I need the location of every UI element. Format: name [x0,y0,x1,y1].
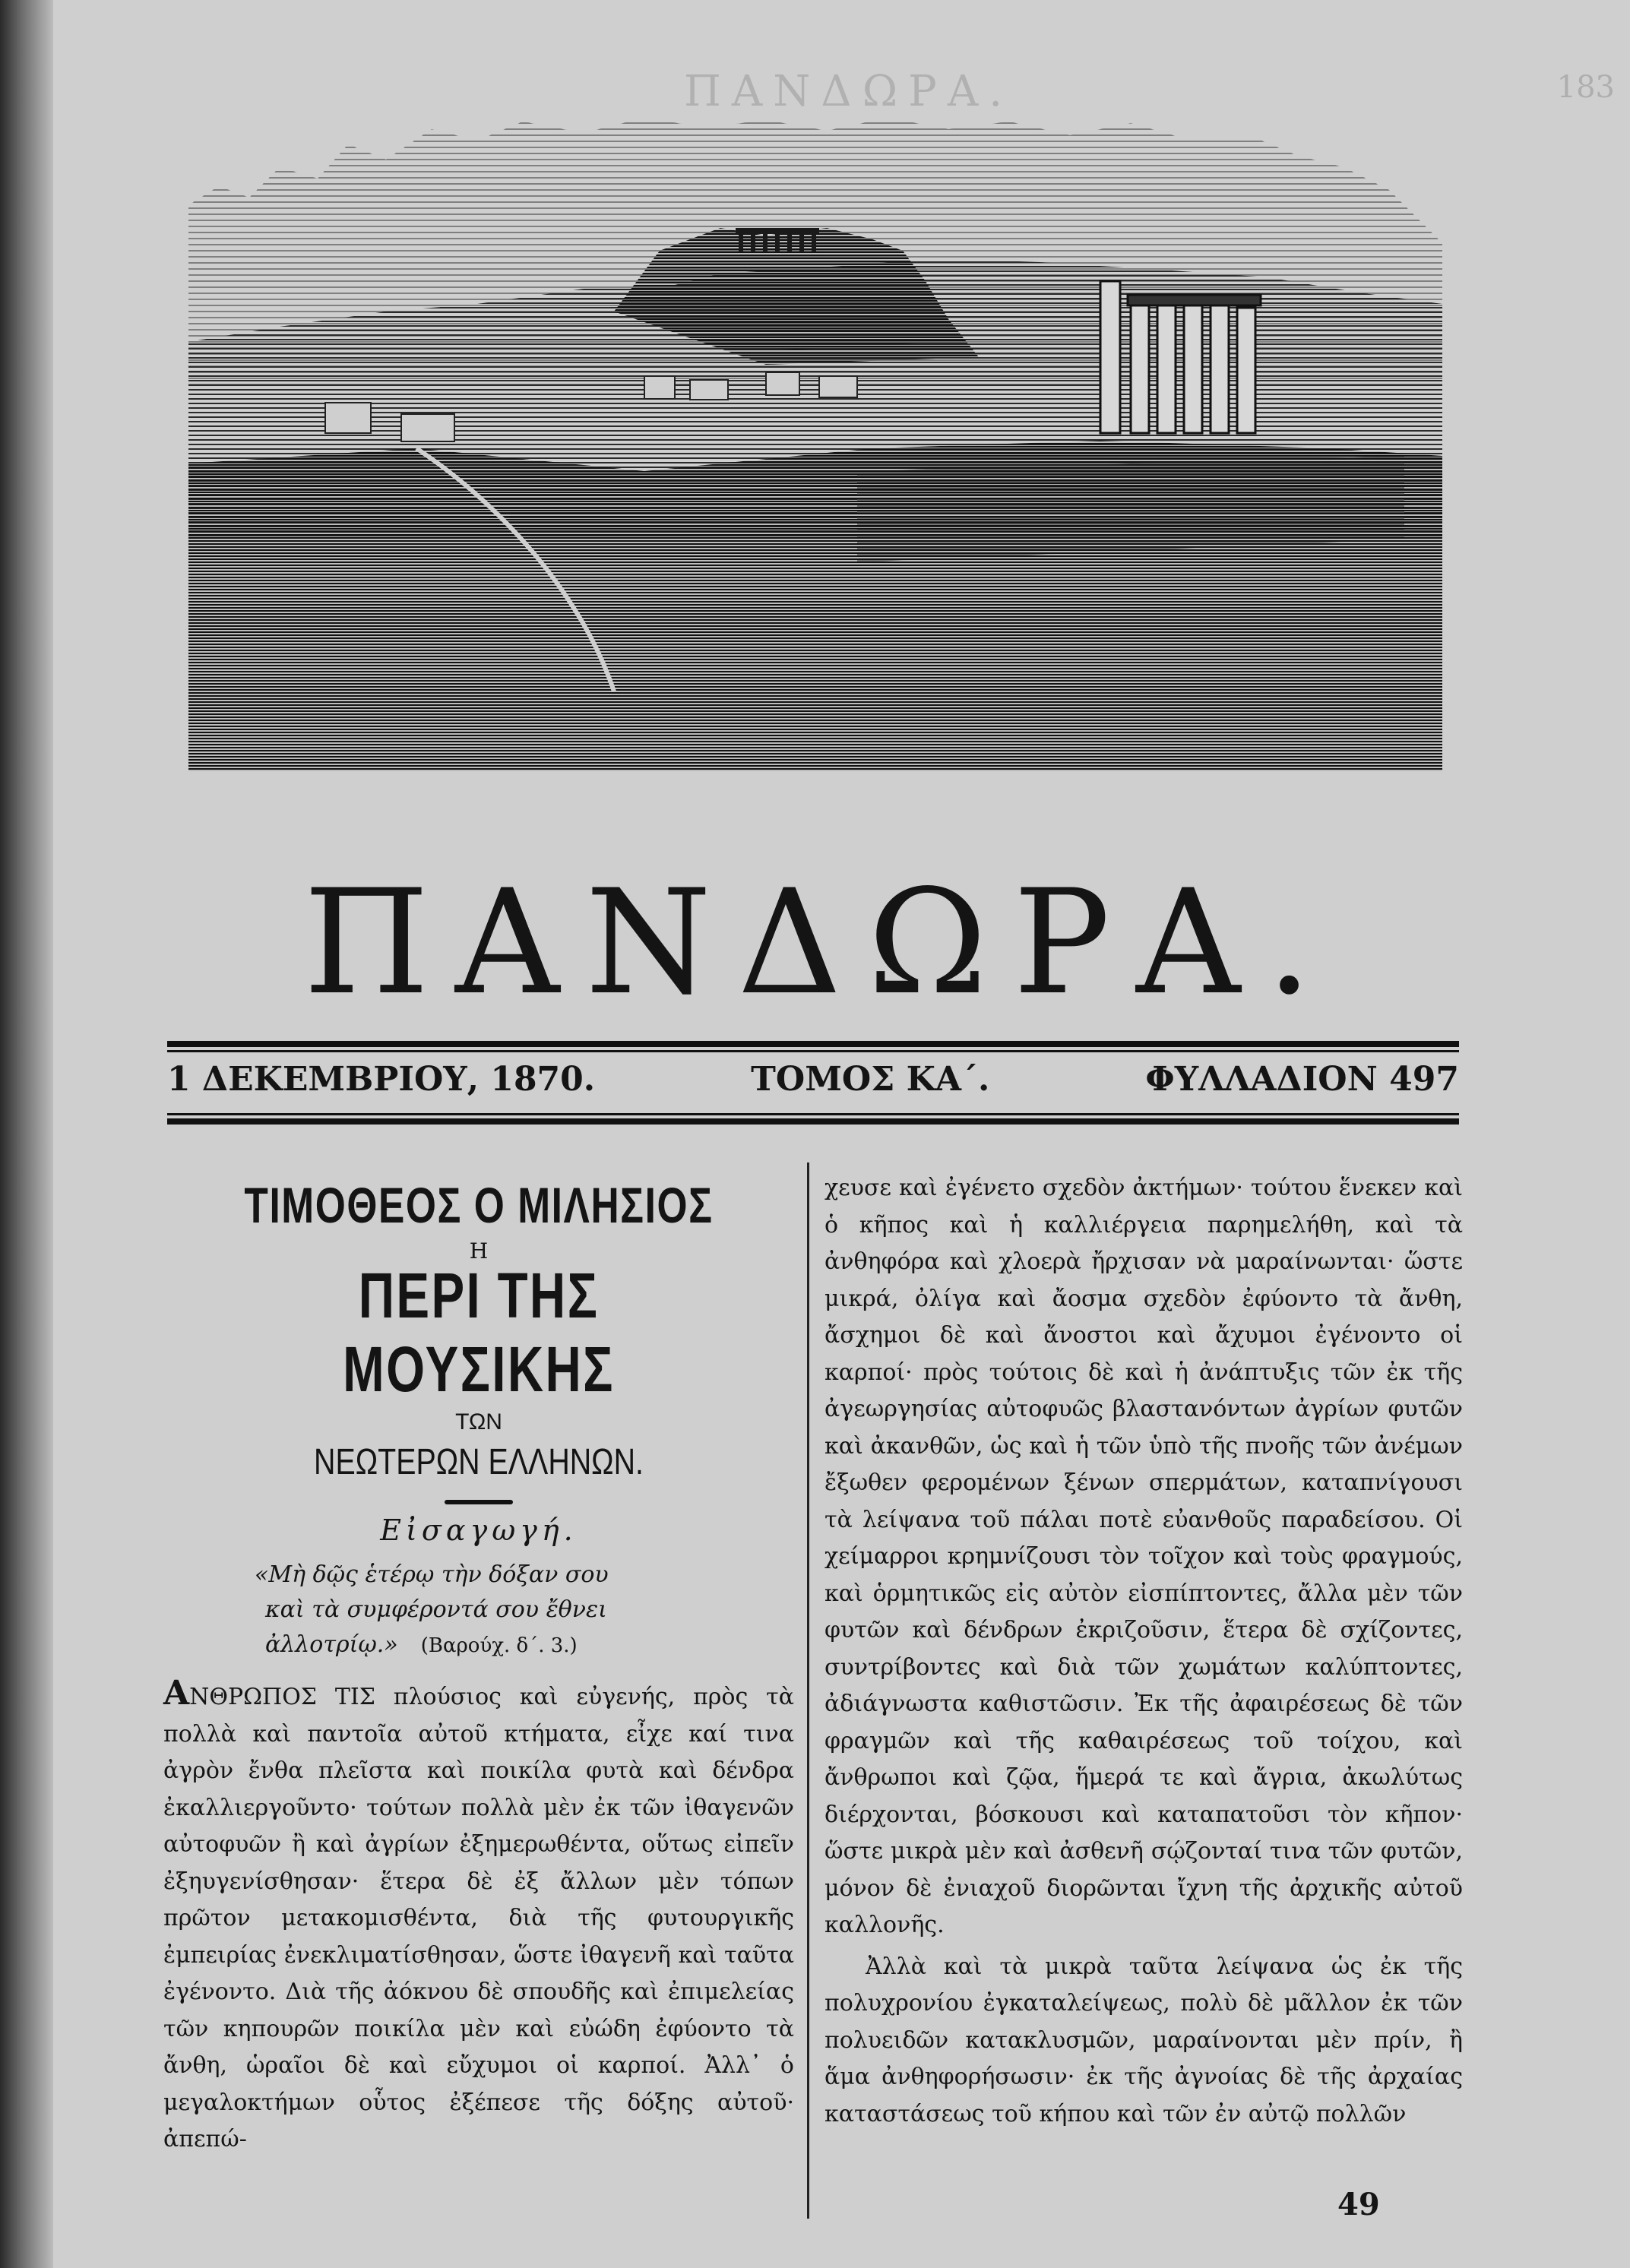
top-rule [167,1041,1459,1047]
column-divider [807,1162,809,2219]
issue-fascicle: ΦΥΛΛΑΔΙΟΝ 497 [1145,1059,1459,1099]
bleed-through-page-number: 183 [1556,70,1615,105]
left-column [163,1170,794,2159]
right-body [824,1170,1463,2133]
top-rule-thin [167,1050,1459,1052]
article-title-line3: ΝΕΩΤΕΡΩΝ ΕΛΛΗΝΩΝ. [314,1442,644,1482]
article-title-line2: ΠΕΡΙ ΤΗΣ ΜΟΥΣΙΚΗΣ [343,1260,615,1405]
right-paragraph-1: χευσε καὶ ἐγένετο σχεδὸν ἀκτήμων· τούτου ἕνεκεν καὶ ὁ κῆπος καὶ ἡ καλλιέργεια παρημελήθη, καὶ τὰ ἀνθηφόρα καὶ χλοερὰ ἤρχισαν νὰ μαραίνωνται· ὥστε μικρά, ὀλίγα καὶ ἄοσμα σχεδὸν ἐφύοντο τὰ ἄνθη, ἄσχημοι δὲ καὶ ἄνοστοι καὶ ἄχυμοι ἐγένοντο οἱ καρποί· πρὸς τούτοις δὲ καὶ ἡ ἀνάπτυξις τῶν ἐκ τῆς ἀγεωργησίας αὐτοφυῶς βλαστανόντων ἀγρίων φυτῶν καὶ ἀκανθῶν, ὡς καὶ ἡ τῶν ὑπὸ τῆς πνοῆς τῶν ἀνέμων ἔξωθεν φερομένων ξένων σπερμάτων, καταπνίγουσι τὰ λείψανα τοῦ πάλαι ποτὲ εὐανθοῦς παραδείσου. Οἱ χείμαρροι κρημνίζουσι τὸν τοῖχον καὶ τοὺς φραγμούς, καὶ ὁρμητικῶς εἰς αὐτὸν εἰσπίπτοντες, ἄλλα μὲν τῶν φυτῶν καὶ δένδρων ἐκριζοῦσιν, ἕτερα δὲ σχίζοντες, συντρίβοντες καὶ διὰ τῶν χωμάτων καλύπτοντες, ἀδιάγνωστα καθιστῶσιν. Ἐκ τῆς ἀφαιρέσεως δὲ τῶν φραγμῶν καὶ τῆς καθαιρέσεως τοῦ τοίχου, καὶ ἄνθρωποι καὶ ζῷα, ἥμερά τε καὶ ἄγρια, ἀκωλύτως διέρχονται, βόσκουσι καὶ καταπατοῦσι τὸν κῆπον· ὥστε μικρὰ μὲν καὶ ἀσθενῆ σῴζονταί τινα τῶν φυτῶν, μόνον δὲ ἐνιαχοῦ διορῶνται ἴχνη τῆς ἀρχικῆς αὐτοῦ καλλονῆς. [824,1175,1463,1938]
acropolis-engraving [188,114,1442,771]
right-column [824,1170,1463,2133]
book-spine [0,0,53,2268]
bottom-rule [167,1118,1459,1125]
issue-date: 1 ΔΕΚΕΜΒΡΙΟΥ, 1870. [167,1059,596,1099]
epigraph [163,1558,794,1663]
drop-cap: Α [163,1674,190,1713]
right-paragraph-2: Ἀλλὰ καὶ τὰ μικρὰ ταῦτα λείψανα ὡς ἐκ τῆς πολυχρονίου ἐγκαταλείψεως, πολὺ δὲ μᾶλλον ἐκ τῶν πολυειδῶν κατακλυσμῶν, μαραίνονται μὲν πρίν, ἢ ἅμα ἀνθηφορήσωσιν· ἐκ τῆς ἀγνοίας δὲ τῆς ἀρχαίας καταστάσεως τοῦ κήπου καὶ τῶν ἐν αὐτῷ πολλῶν [824,1953,1463,2127]
section-heading: Εἰσαγωγή. [380,1514,578,1547]
article-title-ton: ΤΩΝ [455,1409,502,1435]
engraving-illustration [188,114,1442,771]
masthead-title: ΠΑΝΔΩΡΑ. [303,859,1338,1026]
issue-line [167,1056,1459,1102]
article-title-conjunction: Η [469,1238,489,1264]
epigraph-line1: «Μὴ δῷς ἑτέρῳ τὴν δόξαν σου [255,1561,609,1588]
epigraph-line3: ἀλλοτρίῳ.» [265,1631,398,1658]
article-title-line1: ΤΙΜΟΘΕΟΣ Ο ΜΙΛΗΣΙΟΣ [244,1177,714,1233]
epigraph-line2: καὶ τὰ συμφέροντά σου ἔθνει [265,1596,607,1623]
epigraph-reference: (Βαρούχ. δ΄. 3.) [420,1634,578,1657]
left-body [163,1675,794,2159]
issue-volume: ΤΟΜΟΣ ΚΑ΄. [751,1059,990,1099]
bleed-through-header: ΠΑΝΔΩΡΑ. [684,67,1014,116]
title-divider [445,1500,513,1504]
page-number: 49 [1337,2187,1380,2222]
left-paragraph-1: ΝΘΡΩΠΟΣ ΤΙΣ πλούσιος καὶ εὐγενής, πρὸς τὰ πολλὰ καὶ παντοῖα αὐτοῦ κτήματα, εἶχε καί τινα ἀγρὸν ἔνθα πλεῖστα καὶ ποικίλα φυτὰ καὶ δένδρα ἐκαλλιεργοῦντο· τούτων πολλὰ μὲν ἐκ τῶν ἰθαγενῶν αὐτοφυῶν ἢ καὶ ἀγρίων ἐξημερωθέντα, οὕτως εἰπεῖν ἐξηυγενίσθησαν· ἕτερα δὲ ἐξ ἄλλων μὲν τόπων πρῶτον μετακομισθέντα, διὰ τῆς φυτουργικῆς ἐμπειρίας ἐνεκλιματίσθησαν, ὥστε ἰθαγενῆ καὶ ταῦτα ἐγένοντο. Διὰ τῆς ἀόκνου δὲ σπουδῆς καὶ ἐπιμελείας τῶν κηπουρῶν ποικίλα μὲν καὶ εὐώδη ἐφύοντο τὰ ἄνθη, ὡραῖοι δὲ καὶ εὔχυμοι οἱ καρποί. Ἀλλ᾿ ὁ μεγαλοκτήμων οὗτος ἐξέπεσε τῆς δόξης αὐτοῦ· ἀπεπώ- [163,1684,794,2153]
bottom-rule-thin [167,1113,1459,1115]
